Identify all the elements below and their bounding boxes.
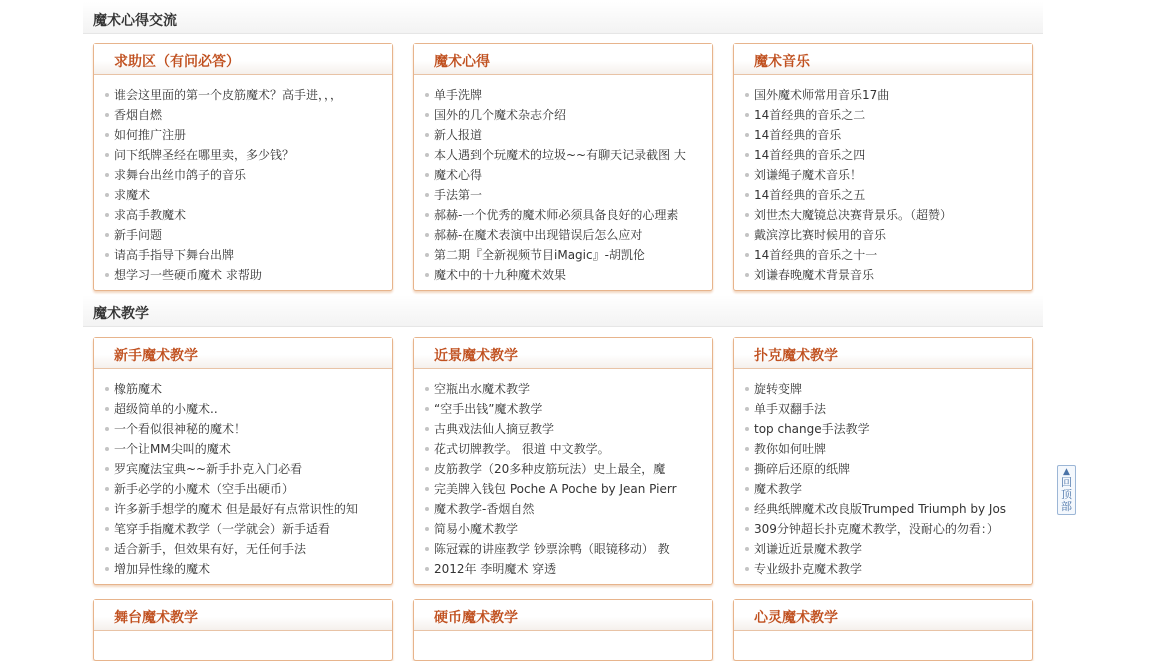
topic-link[interactable]: 14首经典的音乐之五: [754, 188, 866, 202]
bullet-icon: [745, 193, 749, 197]
bullet-icon: [745, 113, 749, 117]
bullet-icon: [425, 567, 429, 571]
forum-box-header: [414, 44, 712, 75]
bullet-icon: [105, 407, 109, 411]
topic-list-item: [414, 539, 712, 559]
forum-box: [733, 599, 1033, 661]
topic-link[interactable]: 如何推广注册: [114, 128, 187, 142]
topic-link[interactable]: 一个让MM尖叫的魔术: [114, 442, 231, 456]
bullet-icon: [105, 113, 109, 117]
topic-link[interactable]: 空瓶出水魔术教学: [434, 382, 531, 396]
topic-list-item: [734, 379, 1032, 399]
forum-box-title[interactable]: 魔术音乐: [754, 54, 810, 70]
forum-box-header: [414, 338, 712, 369]
topic-list-item: [414, 245, 712, 265]
topic-link[interactable]: 请高手指导下舞台出牌: [114, 248, 235, 262]
topic-list-item: [734, 265, 1032, 285]
topic-link[interactable]: 14首经典的音乐之十一: [754, 248, 878, 262]
forum-box-header: [94, 600, 392, 631]
topic-link[interactable]: 香烟自燃: [114, 108, 163, 122]
topic-link[interactable]: 问下纸牌圣经在哪里卖，多少钱？: [114, 148, 295, 162]
topic-link[interactable]: 增加异性缘的魔术: [114, 562, 211, 576]
topic-list-item: [94, 379, 392, 399]
bullet-icon: [425, 133, 429, 137]
forum-box: [413, 43, 713, 291]
bullet-icon: [425, 173, 429, 177]
topic-link[interactable]: 309分钟超长扑克魔术教学，没耐心的勿看：）: [754, 522, 999, 536]
back-to-top-button[interactable]: [1057, 465, 1076, 515]
topic-list-item: [734, 165, 1032, 185]
bullet-icon: [425, 487, 429, 491]
bullet-icon: [425, 407, 429, 411]
topic-link[interactable]: 许多新手想学的魔术 但是最好有点常识性的知: [114, 502, 358, 516]
forum-box-title[interactable]: 心灵魔术教学: [754, 610, 838, 626]
topic-link[interactable]: 教你如何吐牌: [754, 442, 827, 456]
bullet-icon: [745, 233, 749, 237]
bullet-icon: [105, 487, 109, 491]
forum-box-header: [734, 44, 1032, 75]
bullet-icon: [745, 133, 749, 137]
forum-box: [733, 43, 1033, 291]
bullet-icon: [105, 233, 109, 237]
topic-list-item: [414, 185, 712, 205]
topic-list-item: [734, 85, 1032, 105]
bullet-icon: [425, 233, 429, 237]
topic-list-item: [94, 479, 392, 499]
topic-link[interactable]: 魔术教学-香烟自然: [434, 502, 535, 516]
topic-link[interactable]: 求魔术: [114, 188, 151, 202]
bullet-icon: [105, 213, 109, 217]
bullet-icon: [105, 133, 109, 137]
bullet-icon: [105, 193, 109, 197]
topic-link[interactable]: 新手必学的小魔术（空手出硬币）: [114, 482, 295, 496]
bullet-icon: [425, 427, 429, 431]
topic-link[interactable]: 笔穿手指魔术教学（一学就会）新手适看: [114, 522, 331, 536]
bullet-icon: [745, 527, 749, 531]
topic-list-item: [94, 519, 392, 539]
topic-link[interactable]: 专业级扑克魔术教学: [754, 562, 863, 576]
bullet-icon: [425, 113, 429, 117]
bullet-icon: [745, 273, 749, 277]
section-title: 魔术心得交流: [93, 13, 177, 29]
bullet-icon: [425, 467, 429, 471]
bullet-icon: [425, 547, 429, 551]
topic-list-item: [414, 439, 712, 459]
topic-link[interactable]: 花式切牌教学。 很道 中文教学。: [434, 442, 610, 456]
bullet-icon: [105, 507, 109, 511]
forum-box-title[interactable]: 硬币魔术教学: [434, 610, 518, 626]
topic-link[interactable]: 陈冠霖的讲座教学 钞票涂鸭（眼镜移动） 教: [434, 542, 670, 556]
topic-link[interactable]: 想学习一些硬币魔术 求帮助: [114, 268, 262, 282]
topic-link[interactable]: 第二期『全新视频节目iMagic』-胡凯伦: [434, 248, 645, 262]
forum-box-title[interactable]: 扑克魔术教学: [754, 348, 838, 364]
forum-box-header: [414, 600, 712, 631]
topic-list-item: [414, 499, 712, 519]
topic-list-item: [414, 85, 712, 105]
topic-link[interactable]: 完美牌入钱包 Poche A Poche by Jean Pierr: [434, 482, 677, 496]
section-header-magic-teaching: [83, 295, 1043, 327]
topic-link[interactable]: 刘谦绳子魔术音乐！: [754, 168, 863, 182]
topic-link[interactable]: 郝赫-一个优秀的魔术师必须具备良好的心理素: [434, 208, 679, 222]
bullet-icon: [745, 173, 749, 177]
topic-list-item: [414, 419, 712, 439]
topic-link[interactable]: 求舞台出丝巾鸽子的音乐: [114, 168, 247, 182]
topic-link[interactable]: 古典戏法仙人摘豆教学: [434, 422, 555, 436]
topic-link[interactable]: 谁会这里面的第一个皮筋魔术？高手进，，，: [114, 88, 343, 102]
topic-list-item: [94, 459, 392, 479]
topic-link[interactable]: 魔术心得: [434, 168, 483, 182]
bullet-icon: [105, 173, 109, 177]
topic-link[interactable]: 一个看似很神秘的魔术！: [114, 422, 247, 436]
topic-list-item: [94, 145, 392, 165]
bullet-icon: [745, 407, 749, 411]
bullet-icon: [745, 93, 749, 97]
topic-link[interactable]: 国外魔术师常用音乐17曲: [754, 88, 890, 102]
topic-list-item: [414, 459, 712, 479]
topic-link[interactable]: 郝赫-在魔术表演中出现错误后怎么应对: [434, 228, 643, 242]
topic-link[interactable]: 魔术教学: [754, 482, 803, 496]
topic-list: [734, 369, 1032, 579]
topic-link[interactable]: 单手洗牌: [434, 88, 483, 102]
bullet-icon: [745, 253, 749, 257]
topic-link[interactable]: 经典纸牌魔术改良版Trumped Triumph by Jos: [754, 502, 1007, 516]
bullet-icon: [425, 447, 429, 451]
topic-link[interactable]: 刘谦近近景魔术教学: [754, 542, 863, 556]
topic-link[interactable]: 撕碎后还原的纸牌: [754, 462, 851, 476]
bullet-icon: [745, 487, 749, 491]
topic-list-item: [734, 419, 1032, 439]
topic-list-item: [414, 519, 712, 539]
topic-list-item: [414, 105, 712, 125]
bullet-icon: [745, 213, 749, 217]
topic-list-item: [734, 125, 1032, 145]
bullet-icon: [105, 547, 109, 551]
bullet-icon: [105, 447, 109, 451]
topic-list-item: [414, 399, 712, 419]
bullet-icon: [425, 253, 429, 257]
bullet-icon: [745, 387, 749, 391]
topic-list-item: [734, 399, 1032, 419]
topic-link[interactable]: 单手双翻手法: [754, 402, 827, 416]
topic-list-item: [734, 459, 1032, 479]
bullet-icon: [745, 507, 749, 511]
topic-link[interactable]: 超级简单的小魔术..: [114, 402, 218, 416]
topic-list-item: [734, 439, 1032, 459]
forum-box-title[interactable]: 魔术心得: [434, 54, 490, 70]
topic-link[interactable]: 刘谦春晚魔术背景音乐: [754, 268, 875, 282]
topic-link[interactable]: 罗宾魔法宝典~~新手扑克入门必看: [114, 462, 303, 476]
bullet-icon: [425, 93, 429, 97]
forum-box-header: [94, 338, 392, 369]
forum-box-title[interactable]: 求助区（有问必答）: [114, 54, 240, 70]
topic-link[interactable]: 适合新手，但效果有好，无任何手法: [114, 542, 307, 556]
topic-list-item: [94, 125, 392, 145]
bullet-icon: [745, 447, 749, 451]
bullet-icon: [745, 467, 749, 471]
topic-list-item: [94, 439, 392, 459]
topic-list-item: [734, 559, 1032, 579]
topic-list-item: [734, 479, 1032, 499]
topic-link[interactable]: 橡筋魔术: [114, 382, 163, 396]
topic-list-item: [734, 499, 1032, 519]
bullet-icon: [745, 547, 749, 551]
forum-box-header: [94, 44, 392, 75]
topic-link[interactable]: 新人报道: [434, 128, 483, 142]
bullet-icon: [105, 273, 109, 277]
bullet-icon: [105, 387, 109, 391]
topic-link[interactable]: 14首经典的音乐之二: [754, 108, 866, 122]
topic-list-item: [734, 205, 1032, 225]
topic-list-item: [414, 205, 712, 225]
topic-list: [414, 369, 712, 579]
bullet-icon: [105, 153, 109, 157]
topic-link[interactable]: 国外的几个魔术杂志介绍: [434, 108, 567, 122]
topic-list: [414, 75, 712, 285]
topic-list-item: [734, 225, 1032, 245]
topic-list-item: [734, 105, 1032, 125]
bullet-icon: [425, 213, 429, 217]
forum-box: [413, 337, 713, 585]
forum-box: [93, 337, 393, 585]
topic-list: [734, 75, 1032, 285]
topic-link[interactable]: “空手出钱”魔术教学: [434, 402, 543, 416]
topic-link[interactable]: 新手问题: [114, 228, 163, 242]
forum-box-header: [734, 338, 1032, 369]
topic-link[interactable]: 简易小魔术教学: [434, 522, 519, 536]
topic-link[interactable]: 2012年 李明魔术 穿透: [434, 562, 557, 576]
topic-list-item: [94, 245, 392, 265]
bullet-icon: [425, 527, 429, 531]
bullet-icon: [425, 153, 429, 157]
forum-box-title[interactable]: 舞台魔术教学: [114, 610, 198, 626]
topic-link[interactable]: 魔术中的十九种魔术效果: [434, 268, 567, 282]
topic-list-item: [94, 539, 392, 559]
bullet-icon: [105, 467, 109, 471]
topic-list: [94, 75, 392, 285]
topic-list-item: [414, 559, 712, 579]
section-header-magic-exchange: [83, 2, 1043, 34]
topic-list-item: [734, 185, 1032, 205]
topic-link[interactable]: top change手法教学: [754, 422, 870, 436]
up-arrow-icon: ▲: [1063, 467, 1070, 477]
forum-box-title[interactable]: 新手魔术教学: [114, 348, 198, 364]
topic-list-item: [734, 245, 1032, 265]
topic-list-item: [94, 225, 392, 245]
topic-link[interactable]: 手法第一: [434, 188, 483, 202]
topic-list-item: [94, 499, 392, 519]
bullet-icon: [105, 253, 109, 257]
topic-list-item: [94, 205, 392, 225]
topic-list-item: [734, 539, 1032, 559]
topic-list-item: [94, 185, 392, 205]
topic-list-item: [734, 145, 1032, 165]
section-title: 魔术教学: [93, 306, 149, 322]
topic-list-item: [414, 379, 712, 399]
topic-list-item: [414, 125, 712, 145]
topic-list-item: [414, 265, 712, 285]
topic-list-item: [94, 85, 392, 105]
forum-box-header: [734, 600, 1032, 631]
forum-box: [413, 599, 713, 661]
topic-link[interactable]: 皮筋教学（20多种皮筋玩法）史上最全，魔: [434, 462, 666, 476]
topic-link[interactable]: 刘世杰大魔镜总决赛背景乐。（超赞）: [754, 208, 953, 222]
topic-link[interactable]: 旋转变牌: [754, 382, 803, 396]
bullet-icon: [105, 527, 109, 531]
topic-link[interactable]: 戴滨淳比赛时候用的音乐: [754, 228, 887, 242]
topic-link[interactable]: 14首经典的音乐: [754, 128, 842, 142]
topic-list-item: [734, 519, 1032, 539]
topic-list-item: [414, 145, 712, 165]
bullet-icon: [425, 507, 429, 511]
forum-box: [93, 43, 393, 291]
topic-list: [94, 369, 392, 579]
topic-list-item: [94, 399, 392, 419]
topic-list-item: [94, 165, 392, 185]
bullet-icon: [105, 427, 109, 431]
forum-box: [733, 337, 1033, 585]
topic-link[interactable]: 本人遇到个玩魔术的垃圾~~有聊天记录截图 大: [434, 148, 686, 162]
topic-list-item: [414, 225, 712, 245]
bullet-icon: [425, 273, 429, 277]
forum-box-title[interactable]: 近景魔术教学: [434, 348, 518, 364]
topic-list-item: [94, 419, 392, 439]
bullet-icon: [425, 387, 429, 391]
topic-list-item: [94, 559, 392, 579]
topic-list-item: [414, 479, 712, 499]
topic-link[interactable]: 14首经典的音乐之四: [754, 148, 866, 162]
bullet-icon: [745, 567, 749, 571]
topic-list-item: [94, 105, 392, 125]
bullet-icon: [105, 93, 109, 97]
topic-link[interactable]: 求高手教魔术: [114, 208, 187, 222]
topic-list-item: [414, 165, 712, 185]
back-to-top-label: 回顶部: [1061, 476, 1072, 513]
forum-box: [93, 599, 393, 661]
bullet-icon: [105, 567, 109, 571]
bullet-icon: [745, 153, 749, 157]
topic-list-item: [94, 265, 392, 285]
bullet-icon: [745, 427, 749, 431]
bullet-icon: [425, 193, 429, 197]
